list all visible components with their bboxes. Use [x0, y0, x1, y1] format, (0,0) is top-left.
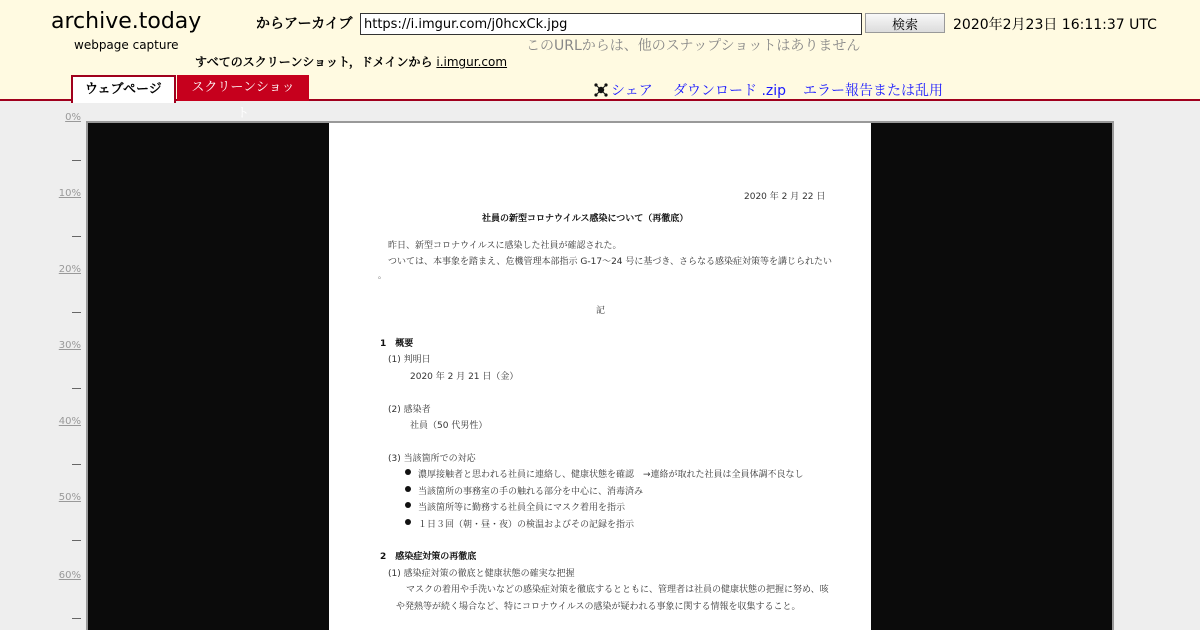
ruler-label[interactable]: 60%: [58, 570, 81, 581]
doc-section-1-title: 1 概要: [380, 339, 414, 349]
no-other-snapshots-note: このURLからは、他のスナップショットはありません: [526, 38, 861, 54]
doc-intro-end: 。: [378, 271, 386, 280]
doc-item-value: 社員（50 代男性）: [410, 421, 488, 431]
doc-section-2-title: 2 感染症対策の再徹底: [380, 552, 477, 562]
tab-webpage[interactable]: ウェブページ: [71, 75, 176, 103]
ruler-label[interactable]: 40%: [58, 416, 81, 427]
doc-title: 社員の新型コロナウイルス感染について（再徹底）: [482, 214, 689, 224]
share-link[interactable]: [594, 80, 653, 100]
doc-paragraph-line: マスクの着用や手洗いなどの感染症対策を徹底するとともに、管理者は社員の健康状態の把握に努め、咳: [406, 585, 829, 595]
domain-snapshots-line: [195, 53, 507, 70]
doc-bullet-text: 当該箇所の事務室の手の触れる部分を中心に、消毒済み: [418, 487, 644, 497]
archived-document-image: [329, 123, 871, 630]
tab-screenshot[interactable]: スクリーンショット: [177, 75, 309, 101]
ruler-tick: [72, 540, 81, 541]
doc-item-label: (2) 感染者: [388, 405, 431, 415]
archive-header: [0, 0, 1200, 121]
doc-bullet-text: 濃厚接触者と思われる社員に連絡し、健康状態を確認 →連絡が取れた社員は全員体調不良なし: [418, 470, 804, 480]
share-label: シェア: [611, 83, 653, 99]
doc-intro-line: ついては、本事象を踏まえ、危機管理本部指示 G-17～24 号に基づき、さらなる感染症対策等を講じられたい: [388, 257, 833, 267]
ruler-tick: [72, 160, 81, 161]
share-icon: [594, 83, 608, 97]
archive-from-label: からアーカイブ: [256, 16, 353, 32]
ruler-label[interactable]: 20%: [58, 264, 81, 275]
ruler-label[interactable]: 30%: [58, 340, 81, 351]
bullet-icon: [405, 502, 411, 508]
ruler-tick: [72, 312, 81, 313]
doc-item-label: (1) 判明日: [388, 355, 431, 365]
capture-timestamp: 2020年2月23日 16:11:37 UTC: [953, 17, 1157, 33]
ruler-label[interactable]: 0%: [65, 112, 81, 123]
url-input[interactable]: [360, 13, 862, 35]
doc-paragraph-line: や発熱等が続く場合など、特にコロナウイルスの感染が疑われる事象に関する情報を収集すること。: [396, 602, 801, 612]
logo-subtitle: webpage capture: [74, 38, 179, 52]
ruler-label[interactable]: 10%: [58, 188, 81, 199]
report-abuse-link[interactable]: エラー報告または乱用: [803, 83, 943, 99]
doc-item-value: 2020 年 2 月 21 日（金）: [410, 372, 519, 382]
scroll-ruler: [0, 103, 86, 630]
download-zip-link[interactable]: ダウンロード .zip: [673, 83, 787, 99]
bullet-icon: [405, 519, 411, 525]
ruler-label[interactable]: 50%: [58, 492, 81, 503]
doc-item-label: (1) 感染症対策の徹底と健康状態の確実な把握: [388, 569, 575, 579]
domain-prefix: すべてのスクリーンショット，ドメインから: [195, 55, 433, 69]
ruler-tick: [72, 464, 81, 465]
ruler-tick: [72, 236, 81, 237]
ruler-tick: [72, 618, 81, 619]
bullet-icon: [405, 486, 411, 492]
doc-item-label: (3) 当該箇所での対応: [388, 454, 476, 464]
domain-link[interactable]: i.imgur.com: [436, 55, 508, 69]
bullet-icon: [405, 469, 411, 475]
search-button[interactable]: 検索: [865, 13, 945, 33]
archive-logo[interactable]: archive.today: [51, 9, 202, 34]
doc-ki-heading: 記: [596, 306, 606, 316]
doc-bullet-text: １日３回（朝・昼・夜）の検温およびその記録を指示: [418, 520, 635, 530]
ruler-tick: [72, 388, 81, 389]
doc-bullet-text: 当該箇所等に勤務する社員全員にマスク着用を指示: [418, 503, 626, 513]
doc-intro-line: 昨日、新型コロナウイルスに感染した社員が確認された。: [388, 241, 622, 251]
doc-date: 2020 年 2 月 22 日: [744, 192, 826, 202]
